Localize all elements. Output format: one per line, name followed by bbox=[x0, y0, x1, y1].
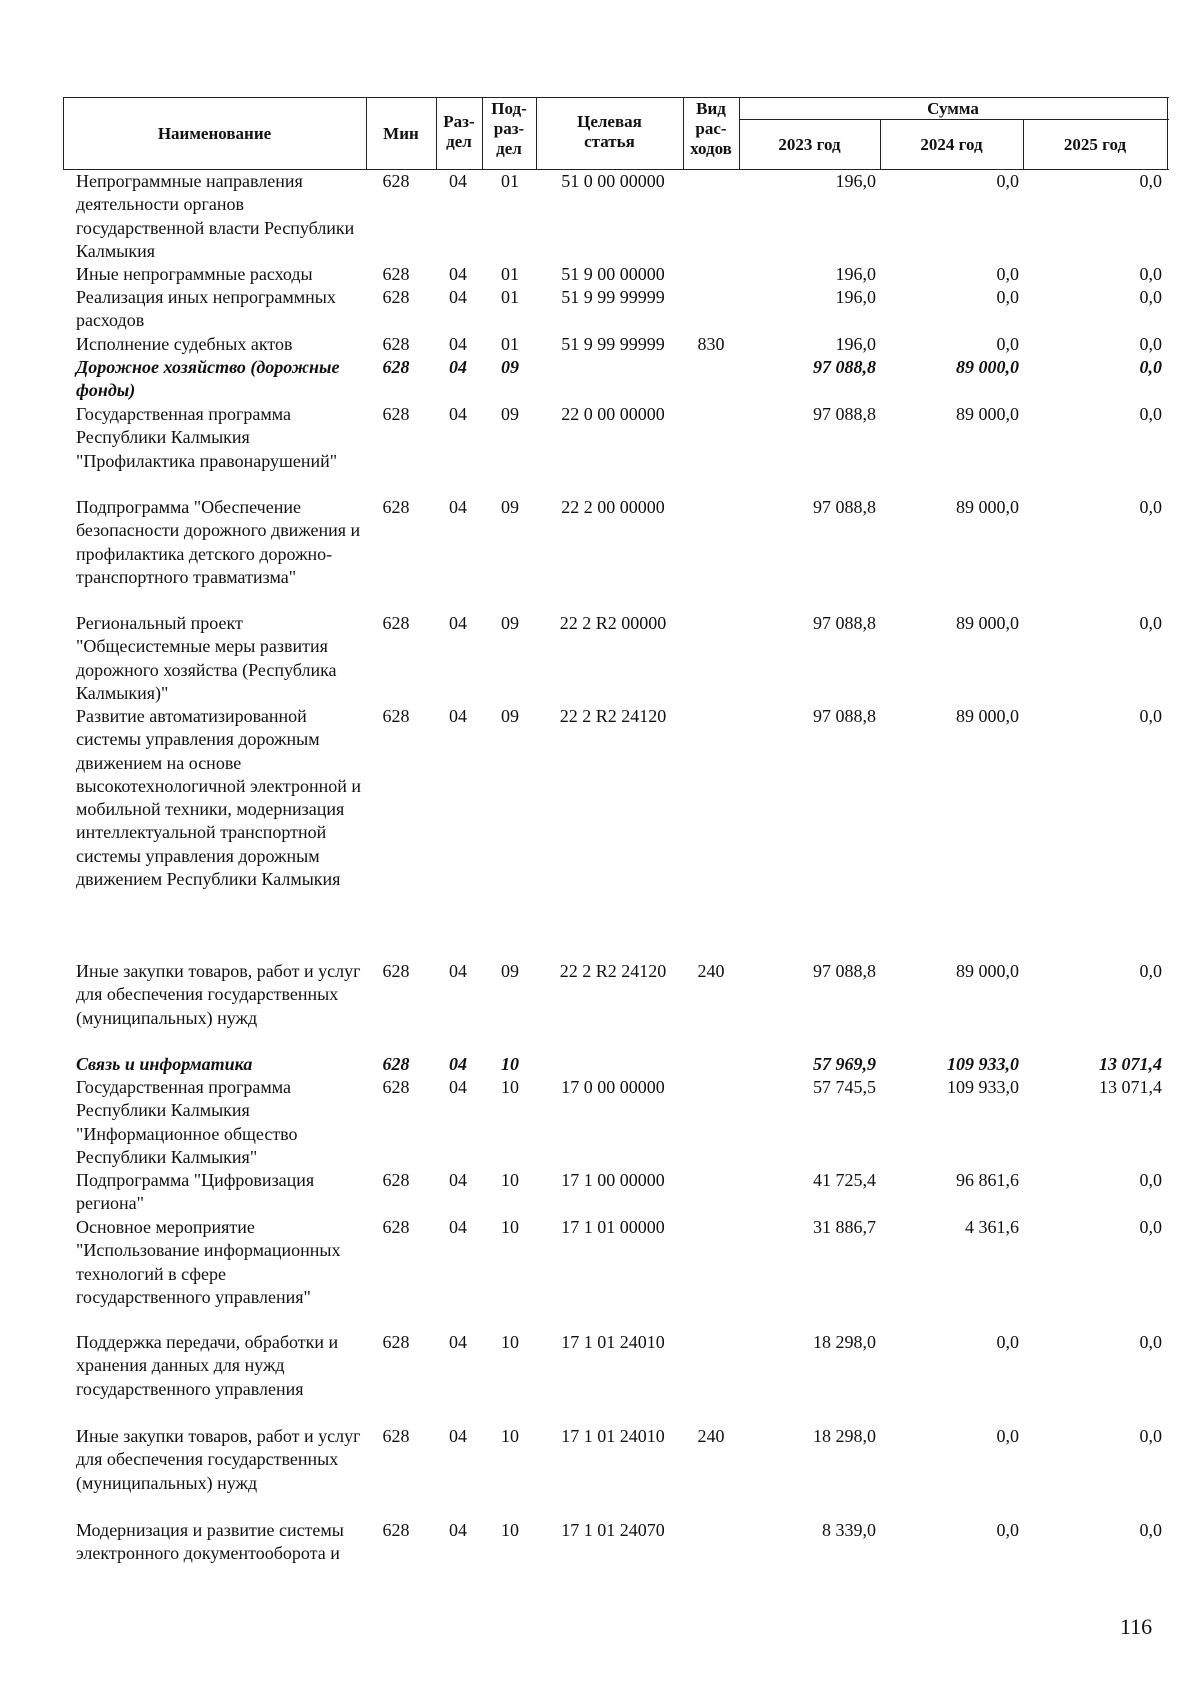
cell-podrazdel: 09 bbox=[501, 497, 519, 517]
cell-y2023: 97 088,8 bbox=[813, 706, 876, 726]
cell-y2023: 97 088,8 bbox=[813, 961, 876, 981]
cell-article: 22 2 R2 24120 bbox=[559, 961, 667, 981]
section-title: Связь и информатика bbox=[76, 1054, 253, 1074]
cell-y2023: 57 745,5 bbox=[813, 1077, 876, 1097]
cell-y2023: 196,0 bbox=[835, 334, 876, 354]
cell-y2025: 13 071,4 bbox=[1099, 1077, 1162, 1097]
cell-y2025: 0,0 bbox=[1139, 334, 1162, 354]
cell-y2023: 8 339,0 bbox=[822, 1520, 876, 1540]
cell-y2024: 4 361,6 bbox=[965, 1217, 1019, 1237]
cell-min: 628 bbox=[382, 287, 410, 307]
cell-min: 628 bbox=[382, 1217, 410, 1237]
cell-article: 22 2 R2 00000 bbox=[559, 613, 667, 633]
header-article: Целевая статья bbox=[577, 112, 642, 151]
row-name: Модернизация и развитие системы электронного документооборота и bbox=[76, 1520, 344, 1564]
cell-y2025: 0,0 bbox=[1139, 613, 1162, 633]
cell-article: 17 1 01 24010 bbox=[561, 1426, 665, 1446]
cell-y2024: 89 000,0 bbox=[956, 357, 1019, 377]
cell-razdel: 04 bbox=[449, 1170, 467, 1190]
row-name: Развитие автоматизированной системы управления дорожным движением на основе высокотехнологичной электронной и мобильной техники, модернизация интеллектуальной транспортной системы управления дорожным движением Республики Калмыкия bbox=[76, 706, 362, 890]
row-name: Подпрограмма "Цифровизация региона" bbox=[76, 1170, 315, 1214]
cell-article: 51 9 99 99999 bbox=[561, 334, 665, 354]
cell-razdel: 04 bbox=[449, 497, 467, 517]
cell-razdel: 04 bbox=[449, 706, 467, 726]
cell-min: 628 bbox=[382, 334, 410, 354]
cell-razdel: 04 bbox=[449, 404, 467, 424]
cell-razdel: 04 bbox=[449, 264, 467, 284]
cell-y2024: 89 000,0 bbox=[956, 706, 1019, 726]
row-name: Иные закупки товаров, работ и услуг для обеспечения государственных (муниципальных) нужд bbox=[76, 1426, 361, 1493]
cell-article: 17 1 01 00000 bbox=[561, 1217, 665, 1237]
cell-podrazdel: 09 bbox=[501, 706, 519, 726]
cell-min: 628 bbox=[382, 404, 410, 424]
cell-y2023: 97 088,8 bbox=[813, 497, 876, 517]
row-name: Иные непрограммные расходы bbox=[76, 264, 313, 284]
cell-razdel: 04 bbox=[449, 613, 467, 633]
header-podrazdel: Под- раз- дел bbox=[491, 99, 527, 158]
cell-y2025: 0,0 bbox=[1139, 404, 1162, 424]
cell-article: 17 1 00 00000 bbox=[561, 1170, 665, 1190]
cell-y2025: 0,0 bbox=[1139, 171, 1162, 191]
row-name: Основное мероприятие "Использование информационных технологий в сфере государственного управления" bbox=[76, 1217, 341, 1307]
cell-article: 17 1 01 24010 bbox=[561, 1332, 665, 1352]
row-name: Региональный проект "Общесистемные меры развития дорожного хозяйства (Республика Калмыкия)" bbox=[76, 613, 337, 703]
cell-razdel: 04 bbox=[449, 334, 467, 354]
cell-podrazdel: 09 bbox=[501, 357, 519, 377]
row-name: Иные закупки товаров, работ и услуг для обеспечения государственных (муниципальных) нужд bbox=[76, 961, 361, 1028]
cell-y2025: 0,0 bbox=[1139, 264, 1162, 284]
cell-podrazdel: 10 bbox=[501, 1217, 519, 1237]
cell-y2025: 0,0 bbox=[1139, 1426, 1162, 1446]
cell-y2025: 0,0 bbox=[1139, 1217, 1162, 1237]
header-y2023: 2023 год bbox=[778, 135, 841, 154]
cell-min: 628 bbox=[382, 1054, 410, 1074]
cell-razdel: 04 bbox=[449, 1054, 467, 1074]
cell-y2024: 109 933,0 bbox=[947, 1054, 1019, 1074]
cell-y2024: 0,0 bbox=[996, 1520, 1019, 1540]
cell-razdel: 04 bbox=[449, 1332, 467, 1352]
header-top-border bbox=[63, 97, 1169, 98]
cell-y2025: 0,0 bbox=[1139, 357, 1162, 377]
cell-min: 628 bbox=[382, 613, 410, 633]
cell-y2024: 0,0 bbox=[996, 287, 1019, 307]
cell-razdel: 04 bbox=[449, 961, 467, 981]
cell-podrazdel: 10 bbox=[501, 1332, 519, 1352]
cell-y2023: 97 088,8 bbox=[813, 404, 876, 424]
cell-y2024: 0,0 bbox=[996, 1426, 1019, 1446]
cell-article: 51 9 00 00000 bbox=[561, 264, 665, 284]
cell-podrazdel: 10 bbox=[501, 1170, 519, 1190]
cell-min: 628 bbox=[382, 1170, 410, 1190]
cell-y2024: 89 000,0 bbox=[956, 961, 1019, 981]
cell-y2025: 0,0 bbox=[1139, 1332, 1162, 1352]
cell-podrazdel: 10 bbox=[501, 1077, 519, 1097]
cell-article: 22 2 00 00000 bbox=[561, 497, 665, 517]
cell-min: 628 bbox=[382, 706, 410, 726]
cell-min: 628 bbox=[382, 264, 410, 284]
cell-y2024: 89 000,0 bbox=[956, 497, 1019, 517]
cell-article: 17 0 00 00000 bbox=[561, 1077, 665, 1097]
col-border-right bbox=[1167, 97, 1168, 169]
cell-min: 628 bbox=[382, 1426, 410, 1446]
cell-podrazdel: 09 bbox=[501, 404, 519, 424]
cell-y2023: 57 969,9 bbox=[813, 1054, 876, 1074]
cell-y2024: 0,0 bbox=[996, 334, 1019, 354]
cell-podrazdel: 01 bbox=[501, 264, 519, 284]
row-name: Реализация иных непрограммных расходов bbox=[76, 287, 336, 331]
cell-podrazdel: 10 bbox=[501, 1426, 519, 1446]
cell-razdel: 04 bbox=[449, 287, 467, 307]
cell-razdel: 04 bbox=[449, 1426, 467, 1446]
cell-article: 17 1 01 24070 bbox=[561, 1520, 665, 1540]
cell-y2025: 0,0 bbox=[1139, 1170, 1162, 1190]
cell-podrazdel: 10 bbox=[501, 1054, 519, 1074]
page-number: 116 bbox=[1120, 1614, 1153, 1639]
cell-article: 22 2 R2 24120 bbox=[559, 706, 667, 726]
cell-y2024: 0,0 bbox=[996, 264, 1019, 284]
cell-podrazdel: 01 bbox=[501, 171, 519, 191]
row-name: Исполнение судебных актов bbox=[76, 334, 293, 354]
cell-y2024: 109 933,0 bbox=[947, 1077, 1019, 1097]
cell-min: 628 bbox=[382, 497, 410, 517]
header-summa: Сумма bbox=[927, 99, 979, 118]
cell-razdel: 04 bbox=[449, 1520, 467, 1540]
cell-y2024: 0,0 bbox=[996, 171, 1019, 191]
cell-y2023: 97 088,8 bbox=[813, 613, 876, 633]
cell-y2025: 0,0 bbox=[1139, 497, 1162, 517]
header-razdel: Раз- дел bbox=[443, 112, 475, 151]
header-y2025: 2025 год bbox=[1063, 135, 1127, 154]
cell-y2023: 196,0 bbox=[835, 264, 876, 284]
header-vid: Вид рас- ходов bbox=[690, 99, 732, 158]
cell-razdel: 04 bbox=[449, 171, 467, 191]
cell-y2024: 96 861,6 bbox=[956, 1170, 1019, 1190]
cell-min: 628 bbox=[382, 961, 410, 981]
cell-podrazdel: 10 bbox=[501, 1520, 519, 1540]
cell-article: 51 0 00 00000 bbox=[561, 171, 665, 191]
cell-min: 628 bbox=[382, 1520, 410, 1540]
cell-y2025: 13 071,4 bbox=[1099, 1054, 1162, 1074]
cell-y2023: 196,0 bbox=[835, 171, 876, 191]
cell-razdel: 04 bbox=[449, 1077, 467, 1097]
cell-y2025: 0,0 bbox=[1139, 706, 1162, 726]
cell-podrazdel: 01 bbox=[501, 287, 519, 307]
row-name: Государственная программа Республики Калмыкия "Профилактика правонарушений" bbox=[76, 404, 338, 471]
cell-y2023: 41 725,4 bbox=[813, 1170, 876, 1190]
cell-y2023: 18 298,0 bbox=[813, 1332, 876, 1352]
cell-y2023: 31 886,7 bbox=[813, 1217, 876, 1237]
cell-y2025: 0,0 bbox=[1139, 287, 1162, 307]
cell-razdel: 04 bbox=[449, 1217, 467, 1237]
cell-article: 51 9 99 99999 bbox=[561, 287, 665, 307]
cell-y2023: 97 088,8 bbox=[813, 357, 876, 377]
cell-podrazdel: 09 bbox=[501, 961, 519, 981]
cell-article: 22 0 00 00000 bbox=[561, 404, 665, 424]
row-name: Поддержка передачи, обработки и хранения данных для нужд государственного управления bbox=[76, 1332, 339, 1399]
cell-min: 628 bbox=[382, 171, 410, 191]
row-name: Подпрограмма "Обеспечение безопасности дорожного движения и профилактика детского дорожно-транспортного травматизма" bbox=[76, 497, 361, 587]
header-min: Мин bbox=[383, 124, 419, 143]
cell-min: 628 bbox=[382, 1332, 410, 1352]
cell-vid: 830 bbox=[697, 334, 725, 354]
cell-min: 628 bbox=[382, 1077, 410, 1097]
cell-y2024: 0,0 bbox=[996, 1332, 1019, 1352]
cell-min: 628 bbox=[382, 357, 410, 377]
row-name: Государственная программа Республики Калмыкия "Информационное общество Республики Калмыкия" bbox=[76, 1077, 298, 1167]
cell-y2023: 18 298,0 bbox=[813, 1426, 876, 1446]
cell-podrazdel: 09 bbox=[501, 613, 519, 633]
header-name: Наименование bbox=[157, 124, 272, 143]
cell-y2025: 0,0 bbox=[1139, 961, 1162, 981]
row-name: Непрограммные направления деятельности органов государственной власти Республики Калмыкия bbox=[76, 171, 355, 261]
cell-y2024: 89 000,0 bbox=[956, 613, 1019, 633]
cell-vid: 240 bbox=[697, 961, 725, 981]
cell-vid: 240 bbox=[697, 1426, 725, 1446]
cell-razdel: 04 bbox=[449, 357, 467, 377]
section-title: Дорожное хозяйство (дорожные фонды) bbox=[76, 357, 340, 401]
cell-y2024: 89 000,0 bbox=[956, 404, 1019, 424]
cell-y2023: 196,0 bbox=[835, 287, 876, 307]
cell-podrazdel: 01 bbox=[501, 334, 519, 354]
header-y2024: 2024 год bbox=[920, 135, 983, 154]
cell-y2025: 0,0 bbox=[1139, 1520, 1162, 1540]
summa-divider bbox=[739, 119, 1169, 120]
